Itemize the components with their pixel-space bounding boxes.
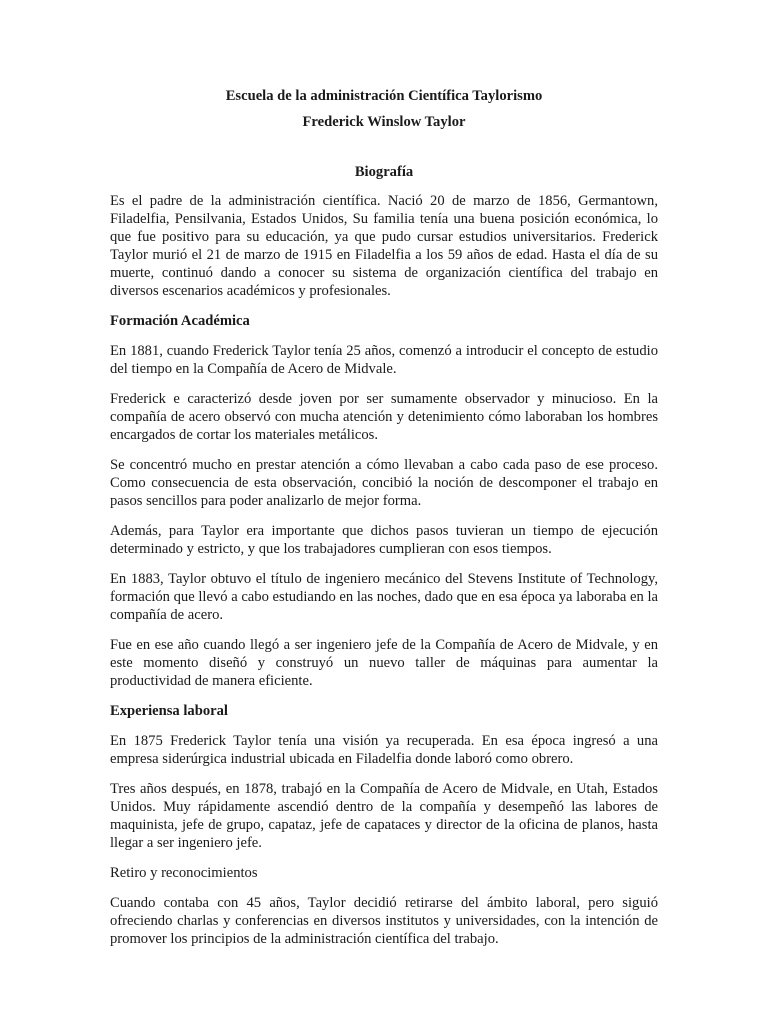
- formacion-paragraph-2: Frederick e caracterizó desde joven por ser sumamente observador y minucioso. En la compañía de acero observó con mucha atención y detenimiento cómo laboraban los hombres encargados de cortar los materiales metálicos.: [110, 391, 658, 443]
- retiro-paragraph: Cuando contaba con 45 años, Taylor decidió retirarse del ámbito laboral, pero siguió ofreciendo charlas y conferencias en diversos institutos y universidades, con la intención de promover los principios de la administración científica del trabajo.: [110, 895, 658, 947]
- experiencia-paragraph-2: Tres años después, en 1878, trabajó en la Compañía de Acero de Midvale, en Utah, Estados Unidos. Muy rápidamente ascendió dentro de la compañía y desempeñó las labores de maquinista, jefe de grupo, capataz, jefe de capataces y director de la oficina de planos, hasta llegar a ser ingeniero jefe.: [110, 781, 658, 851]
- experiencia-paragraph-1: En 1875 Frederick Taylor tenía una visión ya recuperada. En esa época ingresó a una empresa siderúrgica industrial ubicada en Filadelfia donde laboró como obrero.: [110, 733, 658, 767]
- formacion-paragraph-4: Además, para Taylor era importante que dichos pasos tuvieran un tiempo de ejecución determinado y estricto, y que los trabajadores cumplieran con esos tiempos.: [110, 523, 658, 557]
- formacion-paragraph-1: En 1881, cuando Frederick Taylor tenía 25 años, comenzó a introducir el concepto de estudio del tiempo en la Compañía de Acero de Midvale.: [110, 343, 658, 377]
- section-heading-formacion: Formación Académica: [110, 313, 250, 329]
- document-title: Escuela de la administración Científica Taylorismo: [225, 88, 543, 104]
- section-heading-experiencia: Experiensa laboral: [110, 703, 228, 719]
- document-author: Frederick Winslow Taylor: [302, 114, 466, 130]
- bio-paragraph: Es el padre de la administración científica. Nació 20 de marzo de 1856, Germantown, Filadelfia, Pensilvania, Estados Unidos, Su familia tenía una buena posición económica, lo que fue positivo para su educación, ya que pudo cursar estudios universitarios. Frederick Taylor murió el 21 de marzo de 1915 en Filadelfia a los 59 años de edad. Hasta el día de su muerte, continuó dando a conocer su sistema de organización científica del trabajo en diversos escenarios académicos y profesionales.: [110, 193, 658, 299]
- formacion-paragraph-5: En 1883, Taylor obtuvo el título de ingeniero mecánico del Stevens Institute of Technology, formación que llevó a cabo estudiando en las noches, dado que en esa época ya laboraba en la compañía de acero.: [110, 571, 658, 623]
- formacion-paragraph-6: Fue en ese año cuando llegó a ser ingeniero jefe de la Compañía de Acero de Midvale, y en este momento diseñó y construyó un nuevo taller de máquinas para aumentar la productividad de manera eficiente.: [110, 637, 658, 689]
- formacion-paragraph-3: Se concentró mucho en prestar atención a cómo llevaban a cabo cada paso de ese proceso. Como consecuencia de esta observación, concibió la noción de descomponer el trabajo en pasos sencillos para poder analizarlo de mejor forma.: [110, 457, 658, 509]
- section-heading-biografia: Biografía: [354, 164, 414, 180]
- section-heading-retiro: Retiro y reconocimientos: [110, 865, 258, 881]
